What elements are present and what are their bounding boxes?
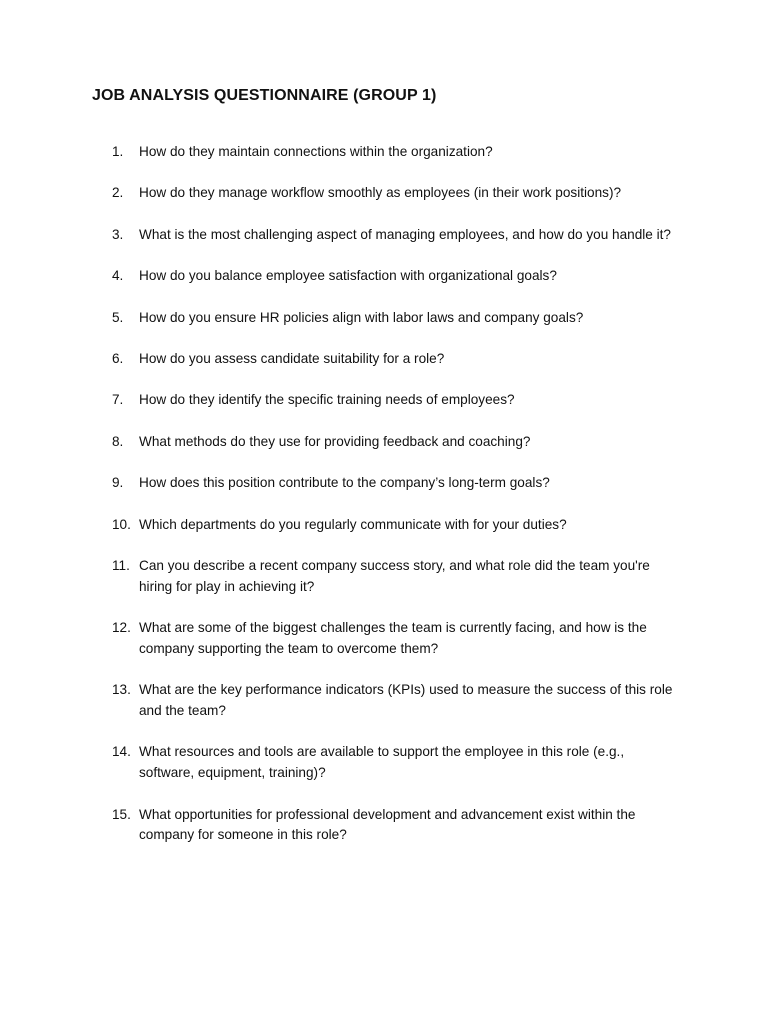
question-number: 3. <box>112 226 124 242</box>
question-number: 4. <box>112 268 124 284</box>
question-number: 13. <box>112 682 131 698</box>
question-number: 1. <box>112 144 124 159</box>
question-list <box>112 142 682 867</box>
question-text: How do they manage workflow smoothly as employees (in their work positions)? <box>139 185 622 201</box>
question-number: 7. <box>112 392 124 408</box>
question-text: How do you assess candidate suitability for a role? <box>139 350 445 366</box>
question-number: 6. <box>112 350 124 366</box>
question-text: Can you describe a recent company success story, and what role did the team you're hiring for play in achieving it? <box>139 557 650 594</box>
list-item <box>112 308 682 329</box>
list-item <box>112 805 682 847</box>
list-item <box>112 142 682 163</box>
list-item <box>112 618 682 660</box>
question-number: 2. <box>112 185 124 201</box>
list-item <box>112 556 682 598</box>
list-item <box>112 183 682 204</box>
document-title: JOB ANALYSIS QUESTIONNAIRE (GROUP 1) <box>92 87 437 104</box>
question-text: How do they maintain connections within the organization? <box>139 144 493 159</box>
question-number: 9. <box>112 475 124 491</box>
question-text: What is the most challenging aspect of managing employees, and how do you handle it? <box>139 226 671 242</box>
question-text: What resources and tools are available to support the employee in this role (e.g., software, equipment, training)? <box>139 744 625 781</box>
question-number: 8. <box>112 433 124 449</box>
question-number: 5. <box>112 309 124 325</box>
question-number: 14. <box>112 744 131 760</box>
question-text: What are some of the biggest challenges the team is currently facing, and how is the company supporting the team to overcome them? <box>139 620 647 656</box>
question-number: 11. <box>112 557 130 573</box>
list-item <box>112 680 682 722</box>
list-item <box>112 225 682 246</box>
question-number: 10. <box>112 516 131 532</box>
question-text: How does this position contribute to the company’s long-term goals? <box>139 475 550 491</box>
list-item <box>112 515 682 536</box>
question-text: What methods do they use for providing feedback and coaching? <box>139 433 531 449</box>
list-item <box>112 473 682 494</box>
list-item <box>112 390 682 411</box>
question-text: Which departments do you regularly communicate with for your duties? <box>139 516 567 532</box>
question-text: What opportunities for professional development and advancement exist within the company for someone in this role? <box>139 806 636 843</box>
question-number: 15. <box>112 806 131 822</box>
list-item <box>112 266 682 287</box>
question-text: How do you balance employee satisfaction with organizational goals? <box>139 268 557 284</box>
question-text: What are the key performance indicators (KPIs) used to measure the success of this role and the team? <box>139 682 673 719</box>
list-item <box>112 349 682 370</box>
question-number: 12. <box>112 620 131 636</box>
list-item <box>112 742 682 784</box>
question-text: How do you ensure HR policies align with labor laws and company goals? <box>139 309 584 325</box>
list-item <box>112 432 682 453</box>
question-text: How do they identify the specific training needs of employees? <box>139 392 515 408</box>
